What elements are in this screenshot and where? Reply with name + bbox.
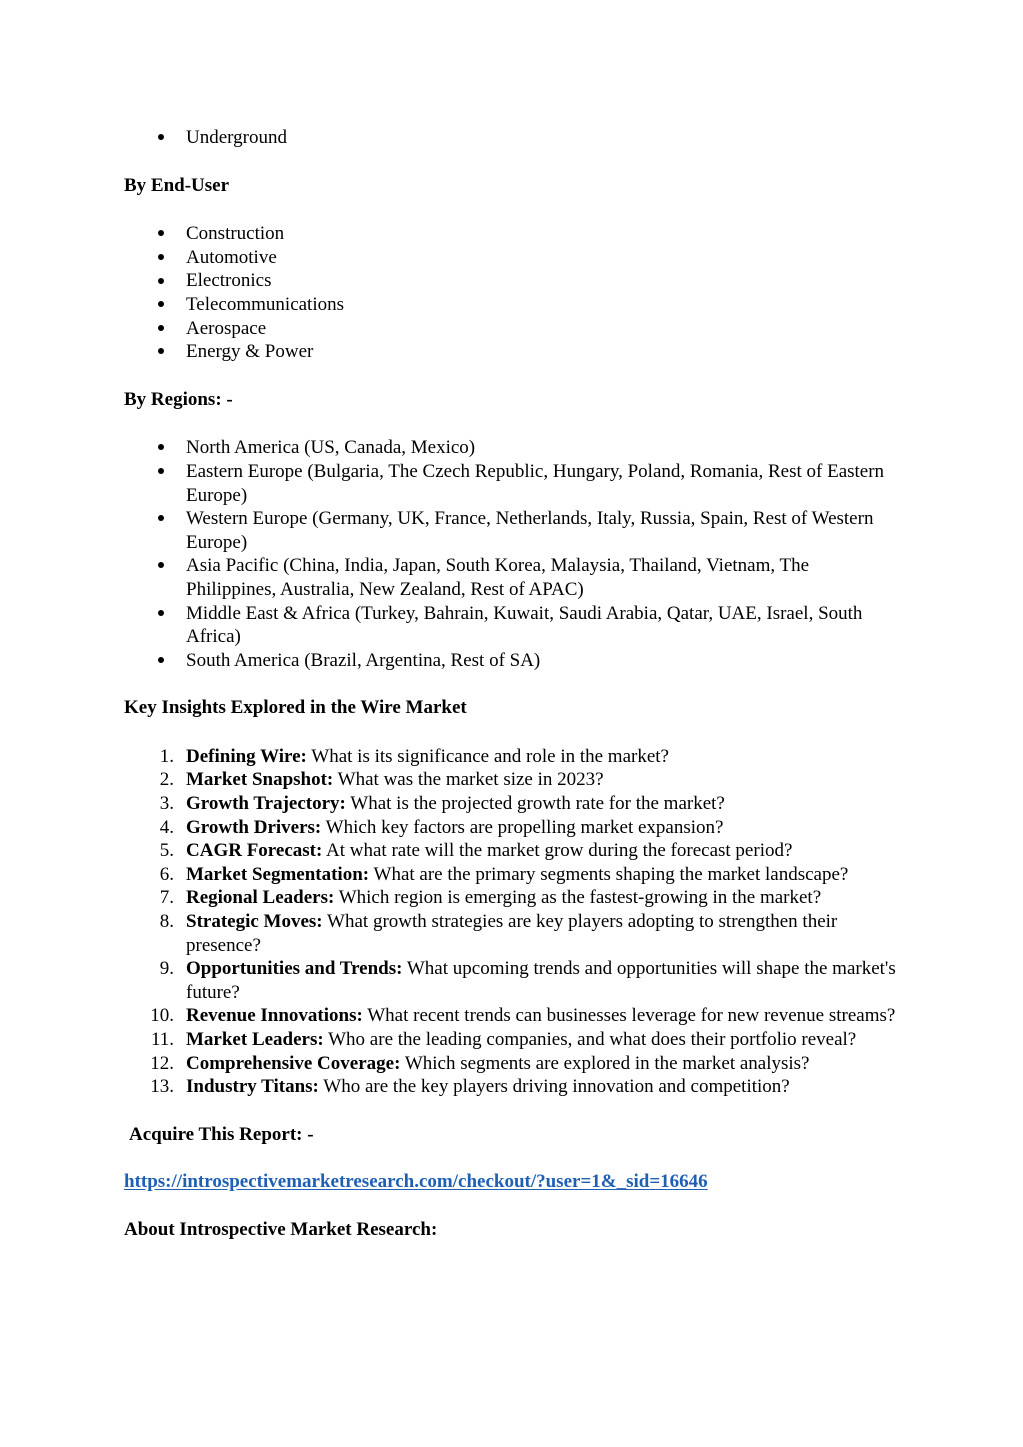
list-number: 11.	[150, 1029, 174, 1050]
list-item	[124, 886, 904, 910]
list-number: 6.	[159, 863, 174, 885]
insight-term: Industry Titans:	[186, 1076, 319, 1098]
list-number: 8.	[159, 911, 174, 933]
bullet-icon	[155, 460, 167, 484]
list-item: Middle East & Africa (Turkey, Bahrain, Kuwait, Saudi Arabia, Qatar, UAE, Israel, South Africa)	[124, 602, 904, 649]
list-number: 9.	[159, 958, 174, 980]
insight-term: Market Segmentation:	[186, 863, 370, 885]
list-item	[124, 839, 904, 863]
list-item	[124, 745, 904, 769]
list-item: Energy & Power	[124, 340, 904, 364]
insight-text: Which segments are explored in the market analysis?	[400, 1052, 810, 1074]
insight-term: CAGR Forecast:	[186, 840, 323, 862]
insight-text: What is its significance and role in the market?	[306, 745, 669, 767]
insights-heading: Key Insights Explored in the Wire Market	[124, 697, 467, 719]
insight-term: Market Snapshot:	[186, 769, 334, 791]
insight-term: Defining Wire:	[186, 745, 307, 767]
list-number: 5.	[159, 840, 174, 862]
insight-text: Who are the key players driving innovation and competition?	[318, 1076, 790, 1098]
insight-text: Which region is emerging as the fastest-growing in the market?	[334, 887, 822, 909]
list-item	[124, 910, 904, 957]
list-item: Underground	[124, 126, 904, 150]
insights-list	[124, 745, 904, 1099]
list-number: 7.	[159, 887, 174, 909]
list-number: 2.	[159, 769, 174, 791]
insight-text: What was the market size in 2023?	[333, 769, 604, 791]
about-heading: About Introspective Market Research:	[124, 1218, 438, 1240]
insight-term: Opportunities and Trends:	[186, 958, 403, 980]
acquire-heading: Acquire This Report: -	[129, 1123, 314, 1145]
list-number: 1.	[159, 745, 174, 767]
insight-term: Comprehensive Coverage:	[186, 1052, 401, 1074]
insight-text: At what rate will the market grow during the forecast period?	[322, 840, 793, 862]
list-item	[124, 816, 904, 840]
list-item	[124, 957, 904, 1004]
insight-text: What recent trends can businesses leverage for new revenue streams?	[362, 1005, 896, 1027]
regions-list	[124, 436, 904, 672]
bullet-icon	[155, 602, 167, 626]
list-item	[124, 1052, 904, 1076]
type-list	[124, 126, 904, 150]
list-number: 3.	[159, 793, 174, 815]
document-content	[124, 126, 904, 1242]
insight-term: Market Leaders:	[186, 1029, 324, 1050]
list-item: Eastern Europe (Bulgaria, The Czech Republic, Hungary, Poland, Romania, Rest of Eastern Europe)	[124, 460, 904, 507]
list-number: 4.	[159, 816, 174, 838]
checkout-link[interactable]: https://introspectivemarketresearch.com/checkout/?user=1&_sid=16646	[124, 1171, 708, 1193]
list-item	[124, 1004, 904, 1028]
list-number: 13.	[150, 1076, 174, 1098]
insight-term: Revenue Innovations:	[186, 1005, 363, 1027]
acquire-link-paragraph	[124, 1170, 904, 1194]
bullet-icon	[155, 293, 167, 317]
insight-term: Regional Leaders:	[186, 887, 335, 909]
list-item: North America (US, Canada, Mexico)	[124, 436, 904, 460]
insight-text: What are the primary segments shaping the market landscape?	[369, 863, 849, 885]
insight-text: What growth strategies are key players adopting to strengthen their presence?	[186, 911, 838, 956]
list-item	[124, 863, 904, 887]
list-number: 10.	[150, 1005, 174, 1027]
bullet-icon	[155, 554, 167, 578]
list-item: Construction	[124, 222, 904, 246]
bullet-icon	[155, 436, 167, 460]
end-user-list	[124, 222, 904, 364]
bullet-icon	[155, 222, 167, 246]
list-item: South America (Brazil, Argentina, Rest of SA)	[124, 649, 904, 673]
insight-text: Which key factors are propelling market expansion?	[321, 816, 724, 838]
bullet-icon	[155, 317, 167, 341]
list-item: Telecommunications	[124, 293, 904, 317]
list-item	[124, 792, 904, 816]
bullet-icon	[155, 649, 167, 673]
bullet-icon	[155, 340, 167, 364]
insight-term: Strategic Moves:	[186, 911, 323, 933]
bullet-icon	[155, 507, 167, 531]
bullet-icon	[155, 246, 167, 270]
insight-term: Growth Trajectory:	[186, 793, 346, 815]
list-number: 12.	[150, 1052, 174, 1074]
insight-text: What is the projected growth rate for the market?	[345, 793, 725, 815]
list-item: Western Europe (Germany, UK, France, Netherlands, Italy, Russia, Spain, Rest of Western Europe)	[124, 507, 904, 554]
list-item: Asia Pacific (China, India, Japan, South Korea, Malaysia, Thailand, Vietnam, The Philippines, Australia, New Zealand, Rest of APAC)	[124, 554, 904, 601]
insight-text: What upcoming trends and opportunities will shape the market's future?	[186, 958, 896, 1003]
list-item: Automotive	[124, 246, 904, 270]
list-item: Electronics	[124, 269, 904, 293]
list-item	[124, 1028, 904, 1052]
insight-term: Growth Drivers:	[186, 816, 322, 838]
insight-text: Who are the leading companies, and what does their portfolio reveal?	[323, 1029, 857, 1050]
list-item	[124, 1075, 904, 1099]
list-item	[124, 768, 904, 792]
list-item: Aerospace	[124, 317, 904, 341]
bullet-icon	[155, 126, 167, 150]
end-user-heading: By End-User	[124, 174, 230, 196]
bullet-icon	[155, 269, 167, 293]
regions-heading: By Regions: -	[124, 388, 233, 410]
